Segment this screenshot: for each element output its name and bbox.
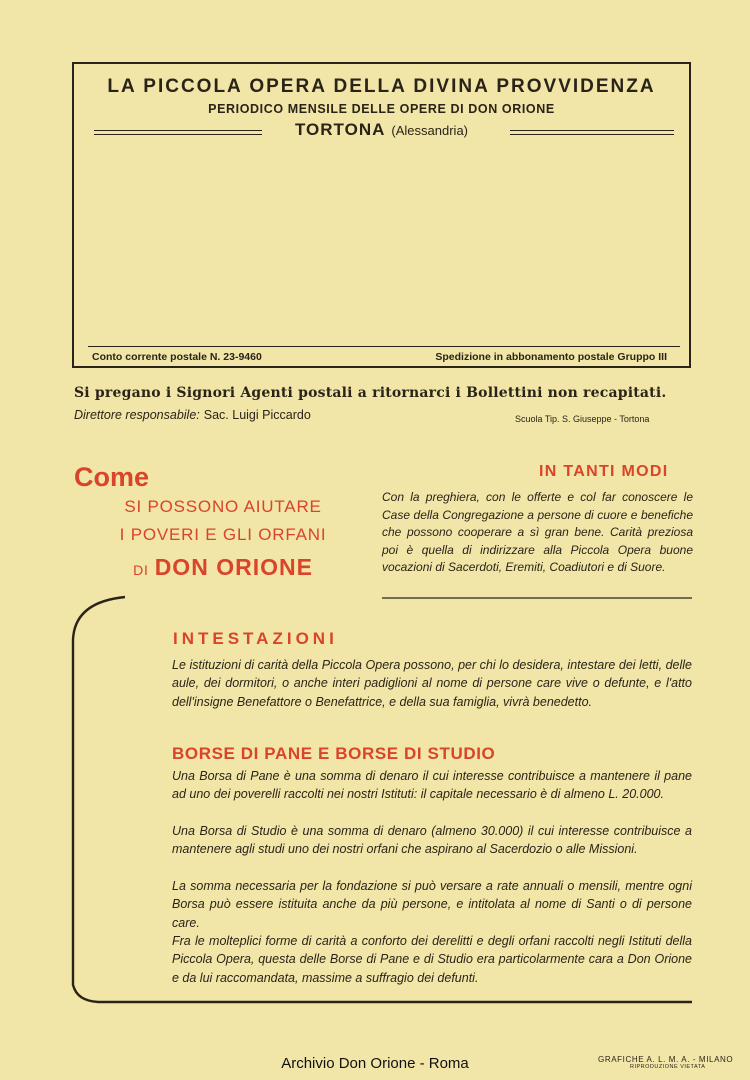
- borse-paragraph-3: La somma necessaria per la fondazione si può versare a rate annuali o mensili, mentre ogni Borsa può essere istituita anche da più persone, e intitolata al nome di Santi o di persone care.: [172, 879, 692, 930]
- borse-paragraph-4: Fra le molteplici forme di carità a conforto dei derelitti e degli orfani raccolti negli Istituti della Piccola Opera, questa delle Borse di Pane e di Studio era particolarmente cara a Don Orione e da lui raccomandata, massime a suffragio dei defunti.: [172, 934, 692, 985]
- publication-title: LA PICCOLA OPERA DELLA DIVINA PROVVIDENZA: [107, 76, 656, 97]
- borse-heading: BORSE DI PANE E BORSE DI STUDIO: [172, 744, 496, 763]
- come-line-1: SI POSSONO AIUTARE: [124, 497, 322, 516]
- come-heading: Come: [74, 462, 150, 492]
- printer-credit: Scuola Tip. S. Giuseppe - Tortona: [515, 414, 650, 424]
- director-label: Direttore responsabile:: [74, 408, 200, 422]
- director-name: Sac. Luigi Piccardo: [203, 408, 311, 422]
- intestazioni-heading: INTESTAZIONI: [173, 629, 338, 648]
- borse-paragraph-2: Una Borsa di Studio è una somma di denaro (almeno 30.000) il cui interesse contribuisce a mantenere agli studi uno dei nostri orfani che aspirano al Sacerdozio o alle Missioni.: [172, 824, 692, 857]
- postal-account: Conto corrente postale N. 23-9460: [92, 351, 262, 363]
- intestazioni-paragraph: Le istituzioni di carità della Piccola Opera possono, per chi lo desidera, intestare dei letti, delle aule, dei dormitori, o anche interi padiglioni al nome di persone care vive o defunte, e l'atto dell'insigne Benefattore o Benefattrice, e della sua famiglia, vivrà benedetto.: [172, 658, 692, 709]
- rights-footer: RIPRODUZIONE VIETATA: [630, 1064, 706, 1070]
- tanti-modi-heading: IN TANTI MODI: [539, 463, 669, 480]
- printer-footer: GRAFICHE A. L. M. A. - MILANO: [598, 1055, 734, 1064]
- don-orione-name: DON ORIONE: [154, 554, 313, 580]
- borse-paragraph-1: Una Borsa di Pane è una somma di denaro il cui interesse contribuisce a mantenere il pane ad uno dei poverelli raccolti nei nostri Istituti: il capitale necessario è di almeno L. 20.000.: [172, 769, 692, 802]
- publication-subtitle: PERIODICO MENSILE DELLE OPERE DI DON ORIONE: [208, 102, 555, 116]
- city-name: TORTONA: [294, 120, 386, 139]
- city-region: (Alessandria): [391, 123, 469, 138]
- postal-shipping: Spedizione in abbonamento postale Gruppo III: [435, 351, 667, 363]
- postal-request-notice: Si pregano i Signori Agenti postali a ritornarci i Bollettini non recapitati.: [74, 385, 667, 401]
- come-line-2: I POVERI E GLI ORFANI: [119, 525, 327, 544]
- tanti-modi-paragraph: Con la preghiera, con le offerte e col far conoscere le Case della Congregazione a persone di cuore e benefiche che possono cooperare a sì gran bene. Carità preziosa poi è quella di indirizzare alla Piccola Opera buone vocazioni di Sacerdoti, Eremiti, Coadiutori e di Suore.: [382, 490, 693, 575]
- archive-caption: Archivio Don Orione - Roma: [281, 1055, 469, 1072]
- di-word: DI: [133, 562, 149, 578]
